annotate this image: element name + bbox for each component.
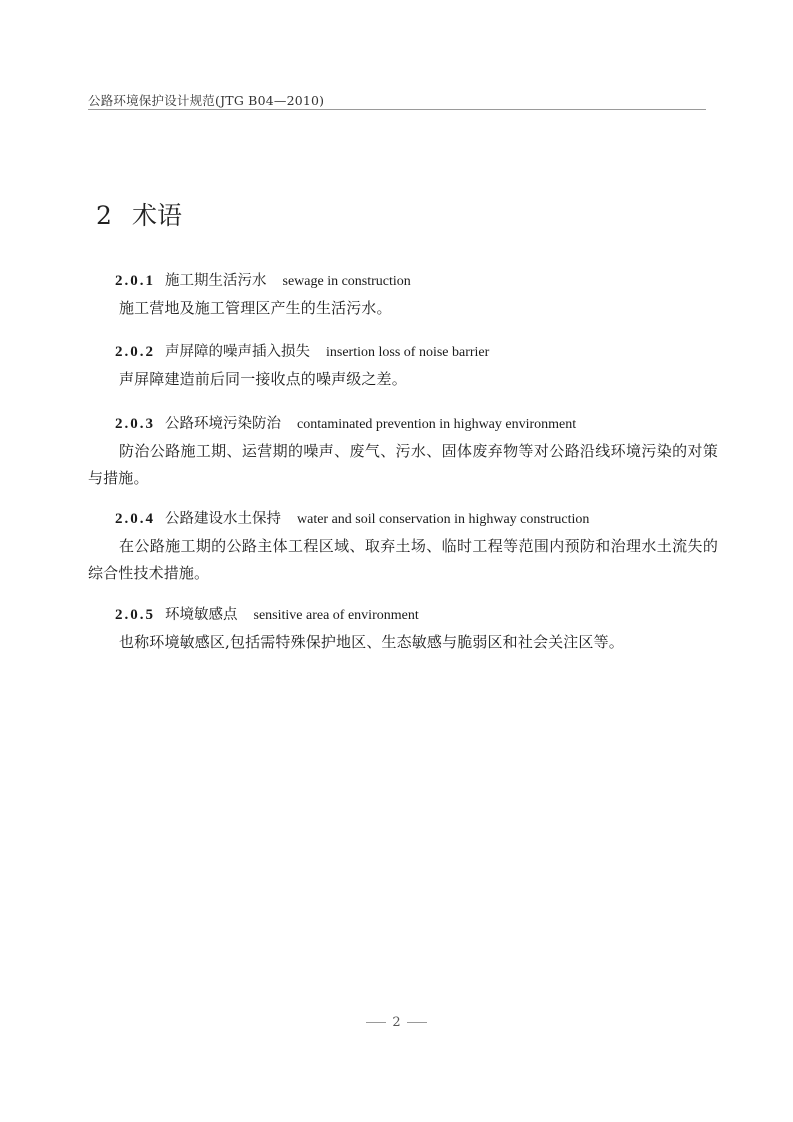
term-definition: 也称环境敏感区,包括需特殊保护地区、生态敏感与脆弱区和社会关注区等。 <box>119 633 624 651</box>
term-chinese-name: 施工期生活污水 <box>165 273 267 289</box>
page-footer <box>0 1015 793 1030</box>
term-entry <box>88 413 718 492</box>
term-definition: 在公路施工期的公路主体工程区域、取弃土场、临时工程等范围内预防和治理水土流失的综合性技术措施。 <box>88 537 718 582</box>
footer-dash-left <box>366 1022 386 1023</box>
term-number: 2.0.2 <box>115 344 155 360</box>
term-entry <box>88 341 718 393</box>
term-number: 2.0.4 <box>115 511 155 527</box>
chapter-title <box>96 196 182 232</box>
term-number: 2.0.5 <box>115 607 155 623</box>
footer-dash-right <box>407 1022 427 1023</box>
term-heading <box>88 270 718 293</box>
term-chinese-name: 公路环境污染防治 <box>165 416 281 432</box>
term-english-name: sewage in construction <box>282 274 411 289</box>
term-english-name: insertion loss of noise barrier <box>326 345 490 360</box>
chapter-heading: 术语 <box>132 201 183 230</box>
term-heading <box>88 508 718 531</box>
term-chinese-name: 公路建设水土保持 <box>165 511 281 527</box>
term-heading <box>88 413 718 436</box>
term-entry <box>88 604 718 656</box>
term-english-name: water and soil conservation in highway construction <box>297 512 590 527</box>
term-definition: 声屏障建造前后同一接收点的噪声级之差。 <box>119 370 407 388</box>
term-english-name: contaminated prevention in highway environment <box>297 417 577 432</box>
header-rule <box>88 109 706 110</box>
term-entry <box>88 270 718 322</box>
term-definition: 防治公路施工期、运营期的噪声、废气、污水、固体废弃物等对公路沿线环境污染的对策与措施。 <box>88 442 718 487</box>
running-header: 公路环境保护设计规范(JTG B04—2010) <box>88 93 325 108</box>
term-chinese-name: 环境敏感点 <box>165 607 238 623</box>
term-english-name: sensitive area of environment <box>253 608 419 623</box>
term-number: 2.0.3 <box>115 416 155 432</box>
term-heading <box>88 341 718 364</box>
term-chinese-name: 声屏障的噪声插入损失 <box>165 344 310 360</box>
term-definition: 施工营地及施工管理区产生的生活污水。 <box>119 299 392 317</box>
term-heading <box>88 604 718 627</box>
page-number: 2 <box>392 1015 401 1030</box>
term-entry <box>88 508 718 587</box>
term-number: 2.0.1 <box>115 273 155 289</box>
chapter-number: 2 <box>96 201 112 230</box>
